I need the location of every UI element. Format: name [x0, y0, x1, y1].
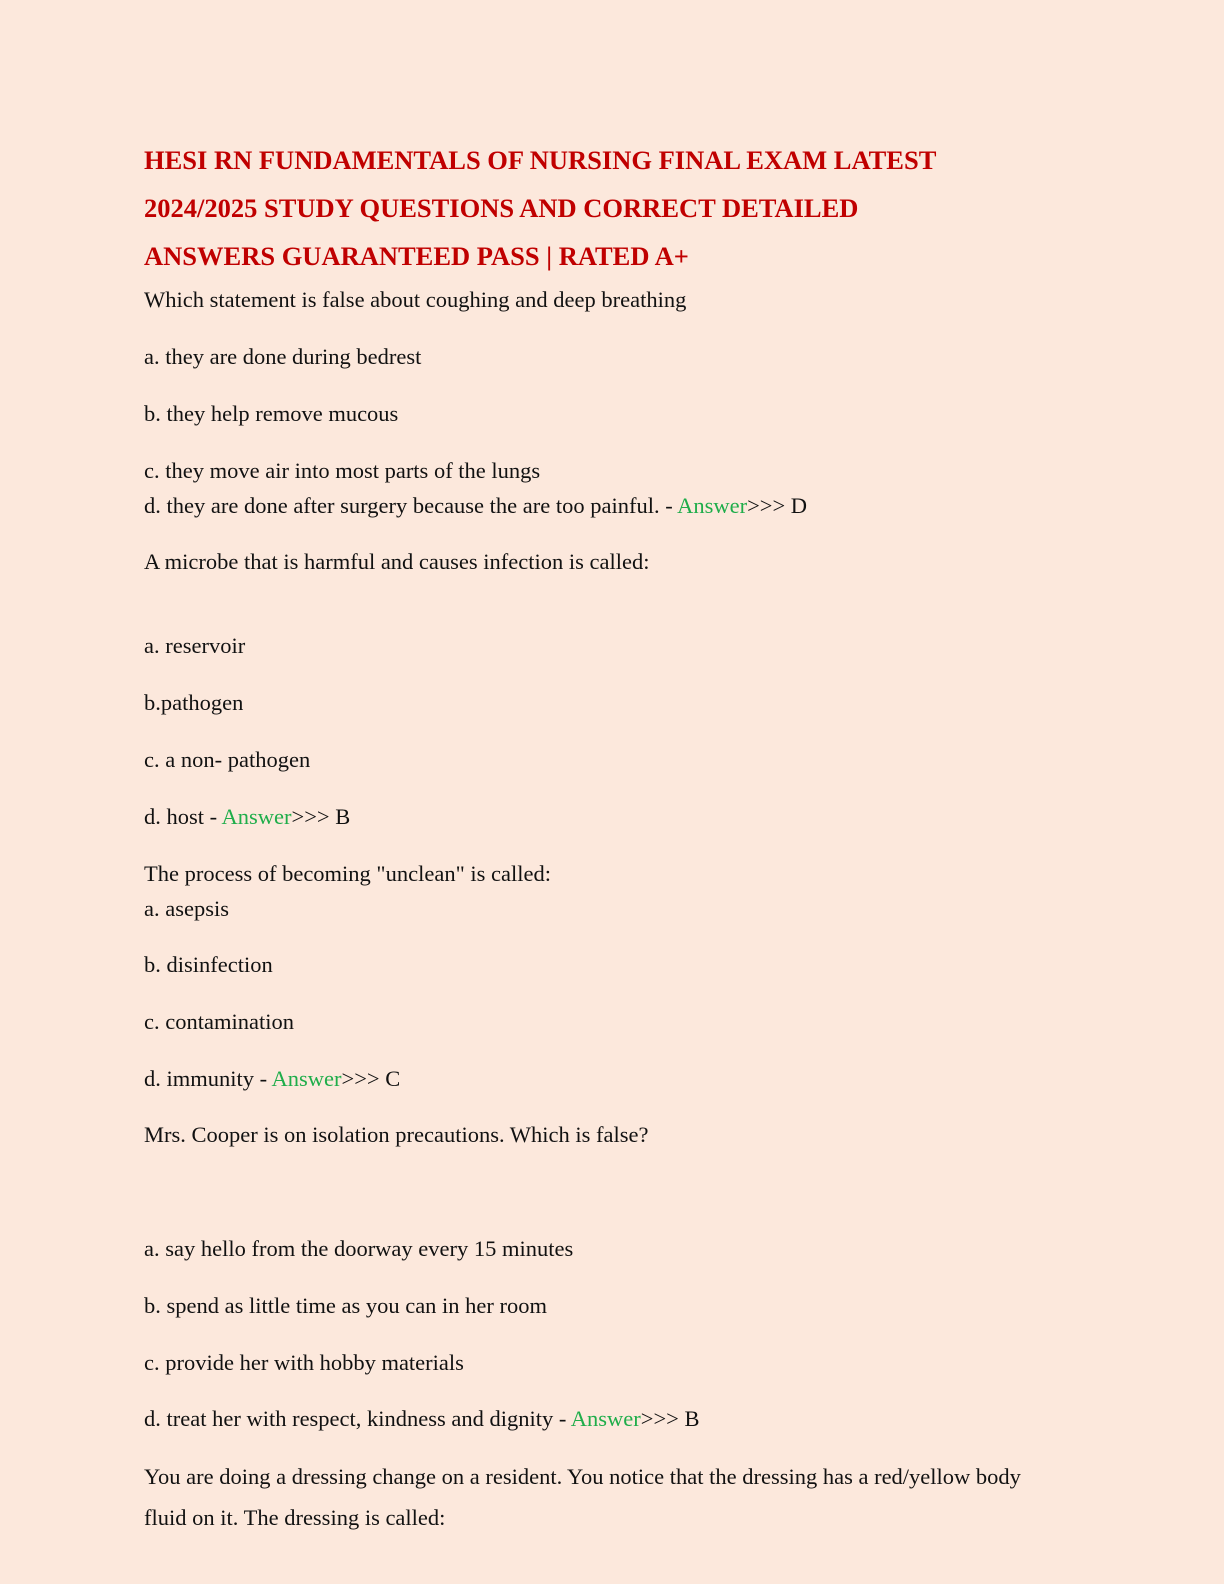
question-1-option-a: a. they are done during bedrest [144, 344, 422, 369]
question-2-option-a: a. reservoir [144, 633, 246, 658]
question-4-answer-label: Answer [570, 1406, 641, 1431]
question-4-stem: Mrs. Cooper is on isolation precautions. Which is false? [144, 1122, 649, 1147]
question-3-option-b: b. disinfection [144, 952, 273, 977]
question-2-stem: A microbe that is harmful and causes infection is called: [144, 549, 650, 574]
question-2-option-c: c. a non- pathogen [144, 747, 311, 772]
question-3-option-d [144, 1064, 400, 1094]
document-title-line-1: HESI RN FUNDAMENTALS OF NURSING FINAL EXAM LATEST [144, 145, 937, 175]
question-2-option-d-text: d. host - [144, 804, 222, 829]
question-1-option-d [144, 491, 807, 521]
document-title-line-2: 2024/2025 STUDY QUESTIONS AND CORRECT DETAILED [144, 193, 859, 223]
question-4-option-c: c. provide her with hobby materials [144, 1350, 464, 1375]
question-1-option-d-text: d. they are done after surgery because the are too painful. - [144, 493, 678, 518]
question-3-option-c: c. contamination [144, 1009, 294, 1034]
question-3-answer-value: >>> C [341, 1066, 401, 1091]
document-header [144, 136, 1084, 280]
question-2-option-d [144, 802, 350, 832]
question-2-answer-value: >>> B [291, 804, 351, 829]
question-4-option-d [144, 1404, 699, 1434]
question-4-option-d-text: d. treat her with respect, kindness and dignity - [144, 1406, 571, 1431]
question-1-option-c: c. they move air into most parts of the lungs [144, 458, 541, 483]
question-1-answer-value: >>> D [747, 493, 808, 518]
document-title-line-3: ANSWERS GUARANTEED PASS | RATED A+ [144, 241, 689, 271]
question-5-stem: You are doing a dressing change on a resident. You notice that the dressing has a red/yellow body fluid on it. The dressing is called: [144, 1464, 1021, 1530]
question-3-stem: The process of becoming "unclean" is called: [144, 861, 551, 886]
question-4-option-a: a. say hello from the doorway every 15 minutes [144, 1236, 574, 1261]
question-2-option-b: b.pathogen [144, 690, 244, 715]
question-1-stem: Which statement is false about coughing and deep breathing [144, 287, 687, 312]
question-3-answer-label: Answer [271, 1066, 342, 1091]
question-3-option-d-text: d. immunity - [144, 1066, 272, 1091]
question-3-option-a: a. asepsis [144, 896, 229, 921]
question-1-answer-label: Answer [677, 493, 748, 518]
question-1-option-b: b. they help remove mucous [144, 401, 399, 426]
question-2-answer-label: Answer [221, 804, 292, 829]
question-4-option-b: b. spend as little time as you can in her room [144, 1293, 548, 1318]
question-4-answer-value: >>> B [640, 1406, 700, 1431]
